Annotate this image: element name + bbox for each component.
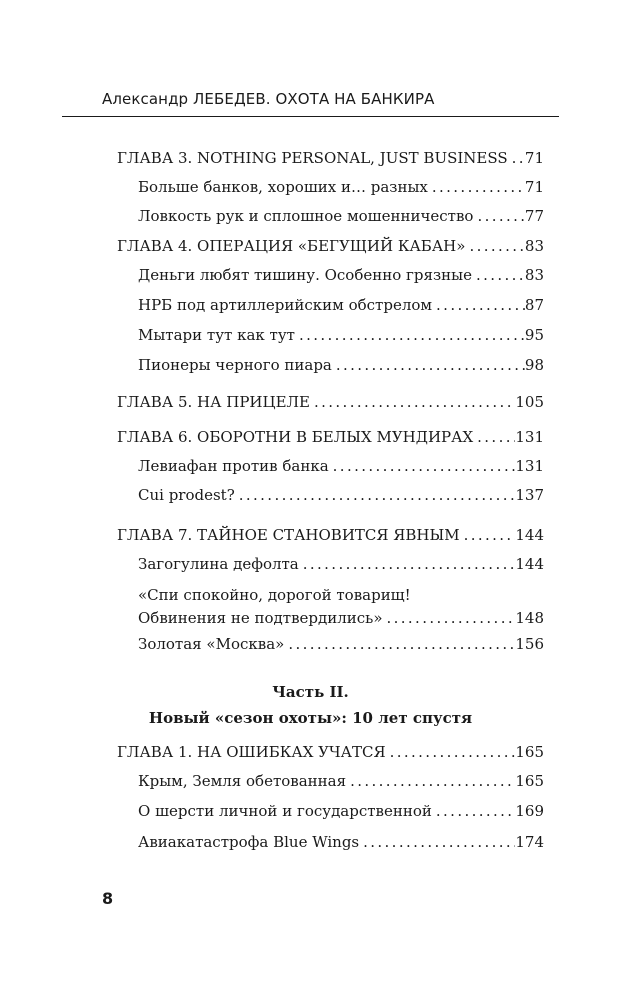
toc-entry-section bbox=[138, 294, 544, 316]
toc-entry-section bbox=[138, 800, 544, 822]
toc-entry-title-line1: «Спи спокойно, дорогой товарищ! bbox=[138, 586, 411, 604]
toc-entry-title: ГЛАВА 5. НА ПРИЦЕЛЕ bbox=[117, 393, 311, 411]
part-subtitle: Новый «сезон охоты»: 10 лет спустя bbox=[148, 709, 473, 727]
running-header: Александр ЛЕБЕДЕВ. ОХОТА НА БАНКИРА bbox=[102, 90, 435, 108]
toc-entry-title: Ловкость рук и сплошное мошенничество bbox=[138, 207, 474, 225]
dot-leader bbox=[460, 524, 516, 546]
dot-leader bbox=[473, 205, 524, 227]
toc-entry-page: 156 bbox=[515, 635, 544, 653]
toc-entry-title: ГЛАВА 3. NOTHING PERSONAL, JUST BUSINESS bbox=[117, 149, 508, 167]
dot-leader bbox=[284, 633, 515, 655]
toc-entry-title: Больше банков, хороших и… разных bbox=[138, 178, 428, 196]
toc-entry-page: 87 bbox=[524, 296, 544, 314]
toc-entry-section bbox=[138, 553, 544, 575]
dot-leader bbox=[383, 607, 516, 629]
toc-entry-section bbox=[138, 324, 544, 346]
toc-entry-part2-chapter-1 bbox=[117, 741, 544, 763]
toc-entry-page: 83 bbox=[524, 266, 544, 284]
toc-entry-page: 83 bbox=[524, 237, 544, 255]
toc-entry-page: 165 bbox=[515, 772, 544, 790]
toc-entry-title: ГЛАВА 4. ОПЕРАЦИЯ «БЕГУЩИЙ КАБАН» bbox=[117, 237, 466, 255]
toc-entry-chapter-7 bbox=[117, 524, 544, 546]
toc-entry-page: 148 bbox=[515, 609, 544, 627]
dot-leader bbox=[235, 484, 516, 506]
page-number: 8 bbox=[102, 889, 114, 908]
toc-entry-title: Загогулина дефолта bbox=[138, 555, 299, 573]
dot-leader bbox=[432, 800, 515, 822]
toc-entry-page: 71 bbox=[524, 178, 544, 196]
dot-leader bbox=[359, 831, 515, 853]
toc-entry-page: 165 bbox=[515, 743, 544, 761]
toc-entry-title: ГЛАВА 1. НА ОШИБКАХ УЧАТСЯ bbox=[117, 743, 386, 761]
toc-entry-section bbox=[138, 633, 544, 655]
toc-entry-page: 98 bbox=[524, 356, 544, 374]
dot-leader bbox=[428, 176, 525, 198]
toc-entry-title: НРБ под артиллерийским обстрелом bbox=[138, 296, 433, 314]
toc-entry-chapter-5 bbox=[117, 391, 544, 413]
toc-entry-section bbox=[138, 264, 544, 286]
toc-entry-page: 169 bbox=[515, 802, 544, 820]
toc-entry-chapter-3 bbox=[117, 147, 544, 169]
toc-entry-section bbox=[138, 607, 544, 629]
dot-leader bbox=[329, 455, 516, 477]
dot-leader bbox=[472, 264, 525, 286]
toc-entry-page: 144 bbox=[515, 555, 544, 573]
part-label: Часть II. bbox=[272, 683, 349, 701]
header-rule bbox=[62, 116, 559, 117]
toc-entry-title: ГЛАВА 7. ТАЙНОЕ СТАНОВИТСЯ ЯВНЫМ bbox=[117, 526, 460, 544]
toc-entry-title: О шерсти личной и государственной bbox=[138, 802, 432, 820]
toc-entry-page: 174 bbox=[515, 833, 544, 851]
dot-leader bbox=[465, 235, 524, 257]
toc-entry-page: 105 bbox=[515, 393, 544, 411]
dot-leader bbox=[346, 770, 515, 792]
toc-entry-page: 77 bbox=[524, 207, 544, 225]
toc-entry-section bbox=[138, 770, 544, 792]
dot-leader bbox=[473, 426, 515, 448]
toc-entry-page: 95 bbox=[524, 326, 544, 344]
toc-entry-page: 137 bbox=[515, 486, 544, 504]
toc-entry-title: Золотая «Москва» bbox=[138, 635, 285, 653]
toc-entry-chapter-6 bbox=[117, 426, 544, 448]
toc-entry-section bbox=[138, 484, 544, 506]
toc-entry-title: Деньги любят тишину. Особенно грязные bbox=[138, 266, 472, 284]
toc-entry-section bbox=[138, 455, 544, 477]
dot-leader bbox=[332, 354, 525, 376]
toc-entry-title: Обвинения не подтвердились» bbox=[138, 609, 383, 627]
dot-leader bbox=[508, 147, 525, 169]
toc-entry-section bbox=[138, 205, 544, 227]
toc-entry-title: Мытари тут как тут bbox=[138, 326, 295, 344]
toc-entry-page: 131 bbox=[515, 428, 544, 446]
dot-leader bbox=[310, 391, 515, 413]
toc-entry-page: 131 bbox=[515, 457, 544, 475]
dot-leader bbox=[295, 324, 525, 346]
dot-leader bbox=[386, 741, 516, 763]
toc-entry-chapter-4 bbox=[117, 235, 544, 257]
toc-entry-title: Авиакатастрофа Blue Wings bbox=[138, 833, 360, 851]
dot-leader bbox=[432, 294, 525, 316]
toc-entry-title: Левиафан против банка bbox=[138, 457, 329, 475]
toc-entry-page: 71 bbox=[524, 149, 544, 167]
toc-entry-page: 144 bbox=[515, 526, 544, 544]
toc-entry-section bbox=[138, 831, 544, 853]
toc-entry-section bbox=[138, 176, 544, 198]
toc-entry-title: ГЛАВА 6. ОБОРОТНИ В БЕЛЫХ МУНДИРАХ bbox=[117, 428, 474, 446]
toc-entry-title: Крым, Земля обетованная bbox=[138, 772, 347, 790]
toc-entry-title: Cui prodest? bbox=[138, 486, 235, 504]
toc-entry-section bbox=[138, 354, 544, 376]
toc-entry-title: Пионеры черного пиара bbox=[138, 356, 332, 374]
dot-leader bbox=[299, 553, 516, 575]
